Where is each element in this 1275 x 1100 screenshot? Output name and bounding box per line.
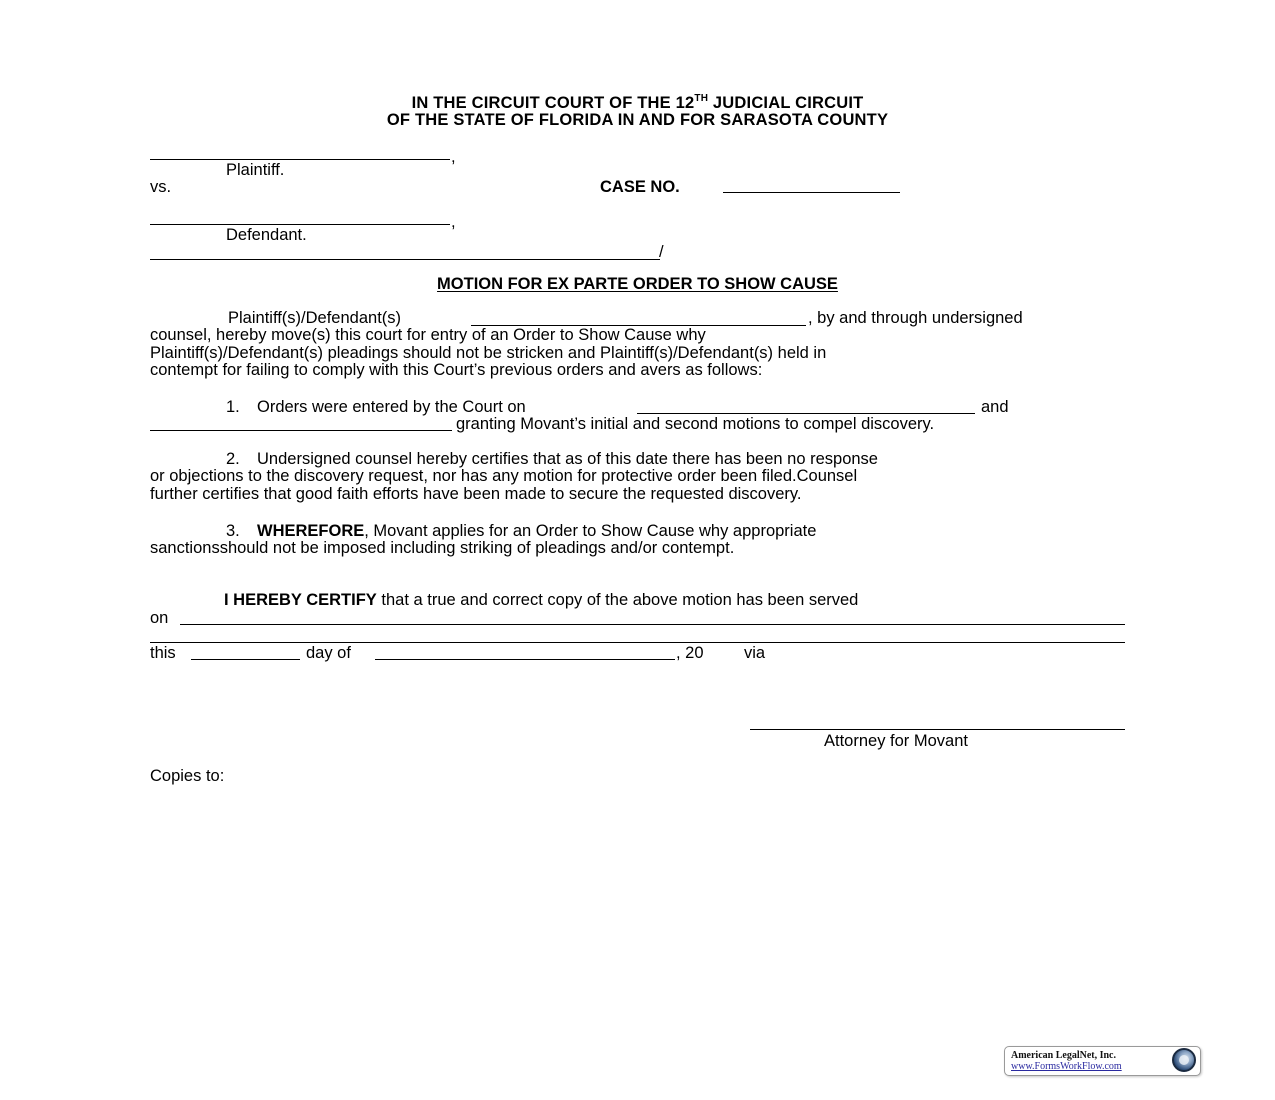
served-on-blank-2[interactable] xyxy=(150,642,1125,643)
plaintiff-name-blank[interactable] xyxy=(150,159,450,160)
certificate-this: this xyxy=(150,644,176,662)
american-legalnet-logo[interactable] xyxy=(1004,1046,1201,1076)
defendant-comma: , xyxy=(451,213,456,231)
intro-line-3: Plaintiff(s)/Defendant(s) pleadings should not be stricken and Plaintiff(s)/Defendant(s) held in xyxy=(150,344,827,362)
order-date-2-blank[interactable] xyxy=(150,430,452,431)
wherefore-bold: WHEREFORE xyxy=(257,522,365,540)
intro-line-2: counsel, hereby move(s) this court for entry of an Order to Show Cause why xyxy=(150,326,706,344)
paragraph-2-line-3: further certifies that good faith efforts have been made to secure the requested discovery. xyxy=(150,485,802,503)
certificate-day-of: day of xyxy=(306,644,351,662)
court-header-line-1: IN THE CIRCUIT COURT OF THE 12TH JUDICIAL CIRCUIT xyxy=(411,93,864,112)
served-on-blank-1[interactable] xyxy=(180,624,1125,625)
paragraph-3-line-2: sanctionsshould not be imposed including striking of pleadings and/or contempt. xyxy=(150,539,735,557)
globe-icon xyxy=(1172,1048,1196,1072)
certificate-year: , 20 xyxy=(676,644,704,662)
plaintiff-comma: , xyxy=(451,148,456,166)
logo-website-link[interactable]: www.FormsWorkFlow.com xyxy=(1011,1061,1122,1072)
paragraph-2-line-2: or objections to the discovery request, nor has any motion for protective order been filed.Counsel xyxy=(150,467,858,485)
order-date-1-blank[interactable] xyxy=(637,413,975,414)
paragraph-2-line-1: Undersigned counsel hereby certifies that as of this date there has been no response xyxy=(257,450,878,468)
intro-line-4: contempt for failing to comply with this Court’s previous orders and avers as follows: xyxy=(150,361,763,379)
paragraph-1-number: 1. xyxy=(226,398,240,416)
intro-lead: Plaintiff(s)/Defendant(s) xyxy=(228,309,402,327)
copies-to-label: Copies to: xyxy=(150,767,225,785)
paragraph-3-line-1: WHEREFORE, Movant applies for an Order to Show Cause why appropriate xyxy=(257,522,817,540)
paragraph-3-number: 3. xyxy=(226,522,240,540)
paragraph-1-text: Orders were entered by the Court on xyxy=(257,398,526,416)
certificate-on: on xyxy=(150,609,169,627)
paragraph-1-line-2: granting Movant’s initial and second motions to compel discovery. xyxy=(456,415,935,433)
attorney-signature-blank[interactable] xyxy=(750,729,1125,730)
document-title: MOTION FOR EX PARTE ORDER TO SHOW CAUSE xyxy=(437,275,838,293)
case-no-blank[interactable] xyxy=(723,192,900,193)
defendant-name-blank[interactable] xyxy=(150,224,450,225)
caption-slash: / xyxy=(659,243,664,261)
paragraph-1-and: and xyxy=(981,398,1009,416)
certify-bold: I HEREBY CERTIFY xyxy=(224,591,377,609)
service-day-blank[interactable] xyxy=(191,659,300,660)
paragraph-2-number: 2. xyxy=(226,450,240,468)
defendant-label: Defendant. xyxy=(226,226,307,244)
certificate-via: via xyxy=(744,644,766,662)
ordinal-suffix: TH xyxy=(694,93,709,104)
signature-label: Attorney for Movant xyxy=(824,732,968,750)
versus-label: vs. xyxy=(150,178,172,196)
service-month-blank[interactable] xyxy=(375,659,675,660)
caption-closing-line xyxy=(150,259,660,260)
intro-after-blank: , by and through undersigned xyxy=(808,309,1023,327)
logo-company-name: American LegalNet, Inc. xyxy=(1011,1050,1116,1061)
case-no-label: CASE NO. xyxy=(600,178,680,196)
plaintiff-label: Plaintiff. xyxy=(226,161,285,179)
court-header-line-2: OF THE STATE OF FLORIDA IN AND FOR SARASOTA COUNTY xyxy=(386,111,889,129)
certificate-line-1: I HEREBY CERTIFY that a true and correct copy of the above motion has been served xyxy=(224,591,859,609)
